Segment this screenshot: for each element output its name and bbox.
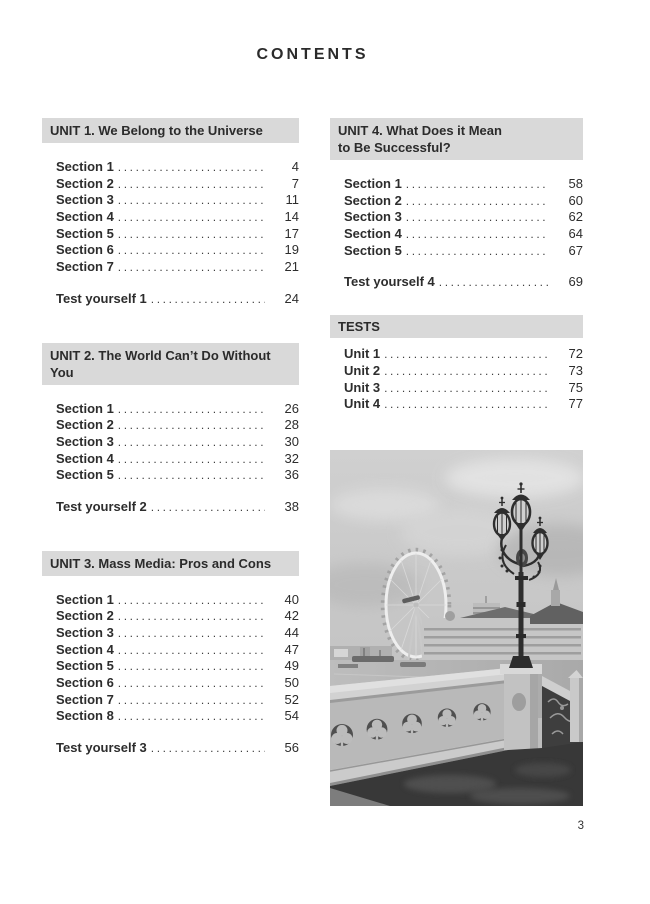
leader-dots xyxy=(118,452,265,466)
leader-dots xyxy=(118,435,265,449)
leader-dots xyxy=(151,741,265,755)
toc-row-page: 75 xyxy=(568,379,583,395)
toc-row-page: 44 xyxy=(284,625,299,640)
unit-4-title-line-2: to Be Successful? xyxy=(338,140,451,155)
unit-4-block xyxy=(330,118,583,291)
toc-row-page: 73 xyxy=(568,362,583,378)
toc-row[interactable] xyxy=(344,363,583,380)
unit-3-title: UNIT 3. Mass Media: Pros and Cons xyxy=(50,555,272,571)
toc-row-label: Section 4 xyxy=(56,641,114,657)
leader-dots xyxy=(118,709,265,723)
toc-row-label: Section 6 xyxy=(56,242,114,258)
toc-row-page: 19 xyxy=(284,242,299,258)
leader-dots xyxy=(118,177,265,191)
unit-2-title: UNIT 2. The World Can’t Do Without You xyxy=(50,347,271,380)
lamp-pedestal xyxy=(500,664,542,750)
toc-row[interactable] xyxy=(56,467,299,484)
leader-dots xyxy=(118,402,265,416)
leader-dots xyxy=(406,194,549,208)
leader-dots xyxy=(384,381,549,395)
toc-row-label: Section 1 xyxy=(344,176,402,191)
toc-row-page: 40 xyxy=(284,591,299,607)
leader-dots xyxy=(118,193,265,207)
leader-dots xyxy=(406,244,549,258)
leader-dots xyxy=(118,609,265,623)
toc-row-label: Section 5 xyxy=(56,467,114,483)
unit-1-entries xyxy=(42,159,299,276)
toc-row-label: Section 8 xyxy=(56,708,114,724)
toc-row-label: Unit 4 xyxy=(344,396,381,412)
toc-row[interactable] xyxy=(344,209,583,226)
toc-row-page: 11 xyxy=(285,192,299,208)
toc-row[interactable] xyxy=(56,159,299,176)
toc-row-page: 50 xyxy=(284,675,299,691)
toc-row-label: Section 4 xyxy=(344,226,402,242)
toc-row-page: 58 xyxy=(568,176,583,191)
toc-row-label: Section 5 xyxy=(56,658,114,674)
toc-row-label: Section 4 xyxy=(56,450,114,466)
test-yourself-3-row[interactable] xyxy=(42,740,299,757)
tests-header: TESTS xyxy=(330,315,583,338)
toc-row-label: Section 3 xyxy=(56,192,114,208)
toc-row-page: 69 xyxy=(568,274,583,290)
toc-row-label: Section 2 xyxy=(56,175,114,191)
toc-row[interactable] xyxy=(56,192,299,209)
toc-row[interactable] xyxy=(56,658,299,675)
toc-row-page: 67 xyxy=(568,242,583,258)
toc-row-page: 30 xyxy=(284,433,299,449)
leader-dots xyxy=(384,347,549,361)
london-bridge-photo xyxy=(330,450,583,806)
unit-2-block xyxy=(42,343,299,516)
unit-2-header xyxy=(42,343,299,385)
page-title: CONTENTS xyxy=(256,46,369,63)
toc-row-page: 21 xyxy=(284,259,299,275)
page-number: 3 xyxy=(577,820,584,832)
leader-dots xyxy=(406,227,549,241)
toc-row-page: 49 xyxy=(284,658,299,674)
toc-row[interactable] xyxy=(344,243,583,260)
leader-dots xyxy=(118,468,265,482)
toc-row-page: 56 xyxy=(284,740,299,756)
toc-row[interactable] xyxy=(344,346,583,363)
leader-dots xyxy=(151,292,265,306)
toc-row[interactable] xyxy=(56,642,299,659)
leader-dots xyxy=(118,659,265,673)
unit-1-header xyxy=(42,118,299,143)
toc-row[interactable] xyxy=(56,434,299,451)
toc-row[interactable] xyxy=(56,625,299,642)
unit-4-entries xyxy=(330,176,583,259)
toc-row-page: 47 xyxy=(284,641,299,657)
toc-row-page: 62 xyxy=(568,209,583,225)
toc-row-label: Section 2 xyxy=(344,192,402,208)
leader-dots xyxy=(406,177,549,191)
toc-row-page: 64 xyxy=(568,226,583,242)
toc-row[interactable] xyxy=(344,396,583,413)
toc-row-label: Test yourself 3 xyxy=(56,740,147,756)
toc-row-page: 26 xyxy=(284,400,299,416)
unit-3-header xyxy=(42,551,299,576)
leader-dots xyxy=(118,227,265,241)
toc-row[interactable] xyxy=(56,608,299,625)
leader-dots xyxy=(118,210,265,224)
toc-row-page: 72 xyxy=(568,346,583,362)
toc-row-label: Section 6 xyxy=(56,675,114,691)
toc-row-page: 77 xyxy=(568,396,583,412)
leader-dots xyxy=(384,397,549,411)
toc-row-page: 42 xyxy=(284,608,299,624)
toc-row-label: Unit 3 xyxy=(344,379,381,395)
toc-row[interactable] xyxy=(56,176,299,193)
toc-row-label: Section 4 xyxy=(56,209,114,225)
toc-row-label: Test yourself 1 xyxy=(56,290,147,306)
leader-dots xyxy=(151,500,265,514)
toc-row[interactable] xyxy=(56,675,299,692)
toc-row-label: Section 1 xyxy=(56,591,114,607)
toc-row-page: 38 xyxy=(284,498,299,514)
toc-row[interactable] xyxy=(56,708,299,725)
toc-row[interactable] xyxy=(56,209,299,226)
toc-row-label: Section 7 xyxy=(56,259,114,275)
leader-dots xyxy=(118,260,265,274)
leader-dots xyxy=(118,160,265,174)
leader-dots xyxy=(118,418,265,432)
leader-dots xyxy=(118,593,265,607)
test-yourself-1-row[interactable] xyxy=(42,291,299,308)
unit-4-title-line-1: UNIT 4. What Does it Mean xyxy=(338,123,502,138)
toc-row-page: 7 xyxy=(291,175,299,191)
toc-row-page: 36 xyxy=(284,467,299,483)
leader-dots xyxy=(118,643,265,657)
toc-row-label: Section 3 xyxy=(56,625,114,640)
unit-2-entries xyxy=(42,401,299,484)
toc-row-page: 14 xyxy=(284,209,299,225)
unit-3-block xyxy=(42,551,299,757)
toc-row-label: Test yourself 2 xyxy=(56,498,147,514)
toc-row[interactable] xyxy=(56,242,299,259)
toc-row[interactable] xyxy=(56,692,299,709)
leader-dots xyxy=(384,364,549,378)
toc-row[interactable] xyxy=(344,226,583,243)
tests-block xyxy=(330,315,583,413)
toc-row-label: Section 3 xyxy=(56,433,114,449)
leader-dots xyxy=(118,693,265,707)
toc-row[interactable] xyxy=(344,380,583,397)
unit-4-header xyxy=(330,118,583,160)
unit-3-entries xyxy=(42,592,299,726)
toc-row-page: 54 xyxy=(284,708,299,724)
left-column xyxy=(42,118,299,757)
test-yourself-2-row[interactable] xyxy=(42,499,299,516)
toc-row-page: 32 xyxy=(284,450,299,466)
toc-row-page: 17 xyxy=(284,225,299,241)
toc-row-page: 60 xyxy=(568,192,583,208)
toc-row[interactable] xyxy=(56,401,299,418)
leader-dots xyxy=(118,626,265,640)
toc-row-label: Section 2 xyxy=(56,608,114,624)
toc-row-page: 52 xyxy=(284,691,299,707)
toc-row-label: Section 1 xyxy=(56,400,114,416)
toc-row[interactable] xyxy=(344,176,583,193)
toc-row-page: 24 xyxy=(284,290,299,306)
toc-row-label: Section 5 xyxy=(344,242,402,258)
toc-row[interactable] xyxy=(56,592,299,609)
toc-row[interactable] xyxy=(344,193,583,210)
tests-entries xyxy=(330,346,583,413)
toc-row[interactable] xyxy=(56,259,299,276)
toc-row-label: Unit 2 xyxy=(344,362,381,378)
toc-row-page: 28 xyxy=(284,417,299,433)
toc-row[interactable] xyxy=(56,226,299,243)
unit-1-title: UNIT 1. We Belong to the Universe xyxy=(50,123,263,138)
toc-row-label: Section 2 xyxy=(56,417,114,433)
test-yourself-4-row[interactable] xyxy=(330,274,583,291)
toc-row-label: Unit 1 xyxy=(344,346,381,362)
toc-row-page: 4 xyxy=(291,159,299,174)
leader-dots xyxy=(439,275,549,289)
leader-dots xyxy=(118,243,265,257)
toc-row-label: Test yourself 4 xyxy=(344,274,435,290)
toc-row-label: Section 5 xyxy=(56,225,114,241)
leader-dots xyxy=(118,676,265,690)
unit-1-block xyxy=(42,118,299,308)
toc-row-label: Section 1 xyxy=(56,159,114,174)
toc-row-label: Section 3 xyxy=(344,209,402,225)
toc-row[interactable] xyxy=(56,417,299,434)
toc-row[interactable] xyxy=(56,451,299,468)
toc-row-label: Section 7 xyxy=(56,691,114,707)
leader-dots xyxy=(406,210,549,224)
right-column xyxy=(330,118,583,413)
